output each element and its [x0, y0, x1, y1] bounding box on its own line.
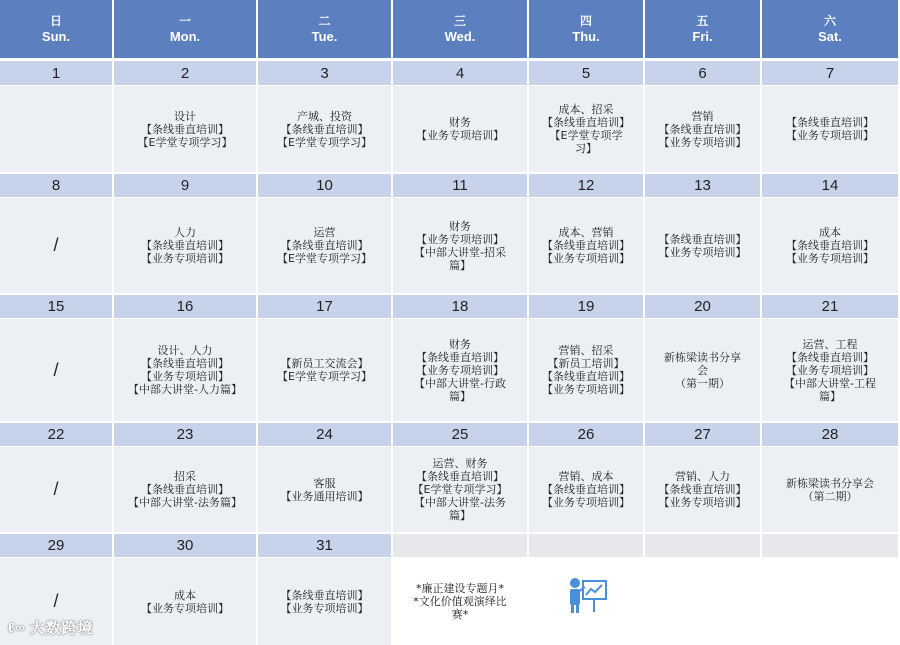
- date-number: 7: [762, 61, 898, 85]
- date-number: 21: [762, 295, 898, 318]
- date-number: 17: [258, 295, 391, 318]
- date-number: 5: [529, 61, 643, 85]
- day-cell: 【条线垂直培训】 【业务专项培训】: [762, 86, 898, 172]
- day-cell: 【条线垂直培训】 【业务专项培训】: [258, 558, 391, 645]
- weekday-header: [645, 0, 760, 58]
- day-cell: /: [0, 319, 112, 421]
- date-number: 28: [762, 423, 898, 446]
- date-number: 16: [114, 295, 256, 318]
- weekday-en: Mon.: [169, 29, 201, 44]
- date-number: 4: [393, 61, 527, 85]
- weekday-en: Fri.: [692, 29, 713, 44]
- day-cell: [0, 86, 112, 172]
- date-number: 1: [0, 61, 112, 85]
- day-cell: /: [0, 447, 112, 532]
- date-number: 10: [258, 174, 391, 197]
- day-cell: 营销、成本 【条线垂直培训】 【业务专项培训】: [529, 447, 643, 532]
- day-cell: 招采 【条线垂直培训】 【中部大讲堂-法务篇】: [114, 447, 256, 532]
- weekday-header: [529, 0, 643, 58]
- day-cell: /: [0, 198, 112, 293]
- date-number: 6: [645, 61, 760, 85]
- date-number: 14: [762, 174, 898, 197]
- date-number: 12: [529, 174, 643, 197]
- weekday-en: Wed.: [444, 29, 476, 44]
- day-cell: 运营 【条线垂直培训】 【E学堂专项学习】: [258, 198, 391, 293]
- date-number: 8: [0, 174, 112, 197]
- day-cell: 财务 【条线垂直培训】 【业务专项培训】 【中部大讲堂-行政 篇】: [393, 319, 527, 421]
- weekday-zh: 二: [318, 14, 331, 28]
- date-number: 19: [529, 295, 643, 318]
- date-number: [762, 534, 898, 557]
- day-cell: 产城、投资 【条线垂直培训】 【E学堂专项学习】: [258, 86, 391, 172]
- weekday-header: [393, 0, 527, 58]
- weekday-header: [0, 0, 112, 58]
- weekday-zh: 三: [453, 14, 466, 28]
- date-number: 26: [529, 423, 643, 446]
- day-cell: 【条线垂直培训】 【业务专项培训】: [645, 198, 760, 293]
- day-cell: 人力 【条线垂直培训】 【业务专项培训】: [114, 198, 256, 293]
- weekday-en: Tue.: [311, 29, 338, 44]
- day-cell: 设计、人力 【条线垂直培训】 【业务专项培训】 【中部大讲堂-人力篇】: [114, 319, 256, 421]
- date-number: [393, 534, 527, 557]
- day-cell: 新栋梁读书分享 会 （第一期）: [645, 319, 760, 421]
- day-cell: 成本、营销 【条线垂直培训】 【业务专项培训】: [529, 198, 643, 293]
- date-number: [529, 534, 643, 557]
- day-cell: 成本 【业务专项培训】: [114, 558, 256, 645]
- day-cell: /: [0, 558, 112, 645]
- day-cell: 成本、招采 【条线垂直培训】 【E学堂专项学 习】: [529, 86, 643, 172]
- weekday-zh: 六: [823, 14, 836, 28]
- day-cell: 运营、财务 【条线垂直培训】 【E学堂专项学习】 【中部大讲堂-法务 篇】: [393, 447, 527, 532]
- presentation-board-icon: [566, 574, 610, 614]
- date-number: 27: [645, 423, 760, 446]
- date-number: 22: [0, 423, 112, 446]
- date-number: 30: [114, 534, 256, 557]
- date-number: 3: [258, 61, 391, 85]
- date-number: [645, 534, 760, 557]
- day-cell: 新栋梁读书分享会 （第二期）: [762, 447, 898, 532]
- weekday-en: Sun.: [41, 29, 71, 44]
- weekday-en: Thu.: [572, 29, 600, 44]
- day-cell: 设计 【条线垂直培训】 【E学堂专项学习】: [114, 86, 256, 172]
- day-cell: 财务 【业务专项培训】 【中部大讲堂-招采 篇】: [393, 198, 527, 293]
- day-cell: *廉正建设专题月* *文化价值观演绎比 赛*: [393, 558, 527, 645]
- weekday-zh: 四: [579, 14, 592, 28]
- watermark: [8, 617, 94, 638]
- date-number: 31: [258, 534, 391, 557]
- weekday-header: [114, 0, 256, 58]
- day-cell: 客服 【业务通用培训】: [258, 447, 391, 532]
- weekday-zh: 一: [178, 14, 191, 28]
- weekday-zh: 日: [49, 14, 62, 28]
- date-number: 2: [114, 61, 256, 85]
- watermark-logo: ℓ∞: [8, 620, 26, 635]
- date-number: 15: [0, 295, 112, 318]
- date-number: 29: [0, 534, 112, 557]
- date-number: 9: [114, 174, 256, 197]
- day-cell: 成本 【条线垂直培训】 【业务专项培训】: [762, 198, 898, 293]
- watermark-text: 大数跨境: [29, 619, 94, 637]
- day-cell: 营销、人力 【条线垂直培训】 【业务专项培训】: [645, 447, 760, 532]
- day-cell: 【新员工交流会】 【E学堂专项学习】: [258, 319, 391, 421]
- date-number: 11: [393, 174, 527, 197]
- weekday-header: [762, 0, 898, 58]
- weekday-zh: 五: [696, 14, 709, 28]
- day-cell: 营销 【条线垂直培训】 【业务专项培训】: [645, 86, 760, 172]
- date-number: 24: [258, 423, 391, 446]
- date-number: 23: [114, 423, 256, 446]
- day-cell: 营销、招采 【新员工培训】 【条线垂直培训】 【业务专项培训】: [529, 319, 643, 421]
- date-number: 13: [645, 174, 760, 197]
- weekday-en: Sat.: [818, 29, 842, 44]
- day-cell: [645, 558, 760, 645]
- weekday-header: [258, 0, 391, 58]
- day-cell: [762, 558, 898, 645]
- date-number: 20: [645, 295, 760, 318]
- day-cell: 财务 【业务专项培训】: [393, 86, 527, 172]
- day-cell: 运营、工程 【条线垂直培训】 【业务专项培训】 【中部大讲堂-工程 篇】: [762, 319, 898, 421]
- date-number: 18: [393, 295, 527, 318]
- date-number: 25: [393, 423, 527, 446]
